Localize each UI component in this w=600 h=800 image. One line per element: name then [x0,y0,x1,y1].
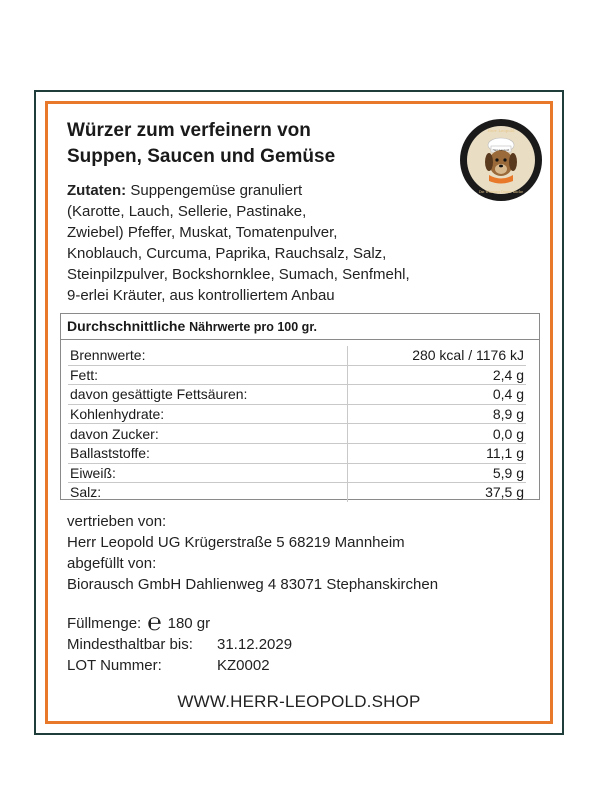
product-title [67,118,447,170]
lot-row [67,655,537,676]
ingredients-label: Zutaten: [67,182,127,199]
table-row [68,463,526,483]
logo-badge-text: Herr Leopold [492,149,510,152]
ingredients-block [67,180,527,306]
shop-url: WWW.HERR-LEOPOLD.SHOP [177,692,421,711]
nutrition-heading-sub: Nährwerte pro 100 gr. [189,320,317,334]
nutrition-value: 11,1 g [486,445,524,462]
best-before-label: Mindesthaltbar bis: [67,636,193,653]
logo-top-text: Herr Leopold [487,128,515,133]
nutrition-label: Fett: [68,365,347,385]
nutrition-table [68,346,526,502]
best-before-row [67,634,537,655]
nutrition-value: 5,9 g [492,464,524,481]
table-row [68,385,526,405]
table-row [68,365,526,385]
nutrition-label: Eiweiß: [68,463,347,483]
nutrition-value: 280 kcal / 1176 kJ [412,347,524,364]
fill-quantity-value: 180 gr [167,615,211,632]
ingredients-line-6: 9-erlei Kräuter, aus kontrolliertem Anbau [67,287,335,304]
product-title-line-2: Suppen, Saucen und Gemüse [67,146,336,167]
nutrition-label: Salz: [68,483,347,502]
nutrition-value: 0,0 g [492,425,524,442]
lot-label: LOT Nummer: [67,657,162,674]
ingredients-line-2: (Karotte, Lauch, Sellerie, Pastinake, [67,203,307,220]
nutrition-heading [60,313,540,340]
estimated-sign-icon: ℮ [147,608,162,636]
nutrition-value: 8,9 g [492,406,524,423]
fill-quantity-label: Füllmenge: [67,615,142,632]
ingredients-line-4: Knoblauch, Curcuma, Paprika, Rauchsalz, Salz, [67,245,387,262]
nutrition-heading-main: Durchschnittliche [67,318,186,334]
lot-value: KZ0002 [217,657,270,674]
nutrition-label: davon gesättigte Fettsäuren: [68,385,347,405]
nutrition-value: 37,5 g [485,484,524,501]
table-row [68,443,526,463]
best-before-value: 31.12.2029 [217,636,293,653]
ingredients-line-1: Suppengemüse granuliert [130,182,303,199]
sold-by-address: Herr Leopold UG Krügerstraße 5 68219 Mannheim [67,534,405,551]
sold-by-label: vertrieben von: [67,513,167,530]
ingredients-line-3: Zwiebel) Pfeffer, Muskat, Tomatenpulver, [67,224,338,241]
fill-quantity-row [67,610,537,634]
details-block [67,610,537,676]
table-row [68,424,526,444]
filled-by-label: abgefüllt von: [67,555,157,572]
table-row [68,346,526,365]
table-row [68,404,526,424]
nutrition-label: Kohlenhydrate: [68,404,347,424]
nutrition-label: Ballaststoffe: [68,443,347,463]
product-title-line-1: Würzer zum verfeinern von [67,120,311,141]
nutrition-label: davon Zucker: [68,424,347,444]
nutrition-label: Brennwerte: [68,346,347,365]
table-row [68,483,526,502]
logo-bottom-text: Die Würzung Deiner Küche [478,190,524,194]
ingredients-line-5: Steinpilzpulver, Bockshornklee, Sumach, Senfmehl, [67,266,410,283]
nutrition-value: 2,4 g [492,366,524,383]
distribution-block [67,511,537,595]
nutrition-value: 0,4 g [492,386,524,403]
filled-by-address: Biorausch GmbH Dahlienweg 4 83071 Stephanskirchen [67,576,439,593]
